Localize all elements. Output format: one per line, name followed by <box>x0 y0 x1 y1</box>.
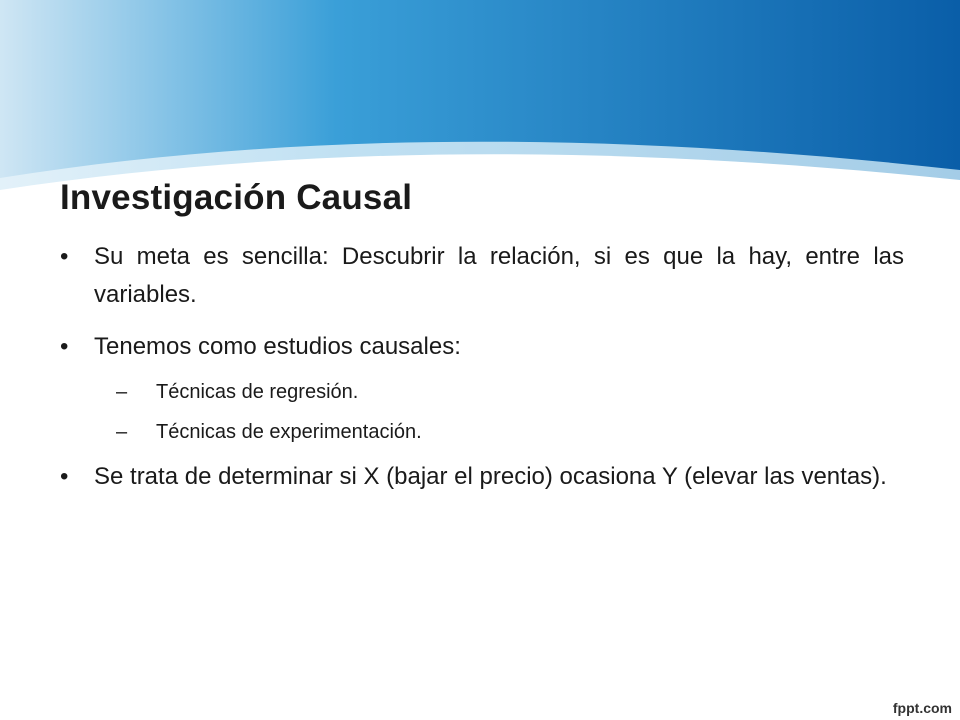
sub-bullet-marker: – <box>116 381 128 403</box>
sub-bullet-item <box>60 372 904 412</box>
bullet-item <box>60 238 904 314</box>
sub-bullet-item <box>60 412 904 452</box>
bullet-text: Su meta es sencilla: Descubrir la relación, si es que la hay, entre las variables. <box>94 243 904 308</box>
slide-title: Investigación Causal <box>60 178 413 217</box>
bullet-marker: • <box>60 463 69 490</box>
bullet-marker: • <box>60 333 69 360</box>
bullet-text: Se trata de determinar si X (bajar el precio) ocasiona Y (elevar las ventas). <box>94 463 887 490</box>
bullet-text: Tenemos como estudios causales: <box>94 333 461 360</box>
header-wave-graphic <box>0 0 960 200</box>
sub-bullet-text: Técnicas de regresión. <box>156 381 359 403</box>
brand-watermark: fppt.com <box>892 700 952 716</box>
sub-bullet-list <box>60 372 904 452</box>
sub-bullet-text: Técnicas de experimentación. <box>156 421 422 443</box>
bullet-item <box>60 458 904 496</box>
bullet-item <box>60 328 904 366</box>
bullet-marker: • <box>60 243 69 270</box>
sub-bullet-marker: – <box>116 421 128 443</box>
bullet-list <box>60 238 904 510</box>
